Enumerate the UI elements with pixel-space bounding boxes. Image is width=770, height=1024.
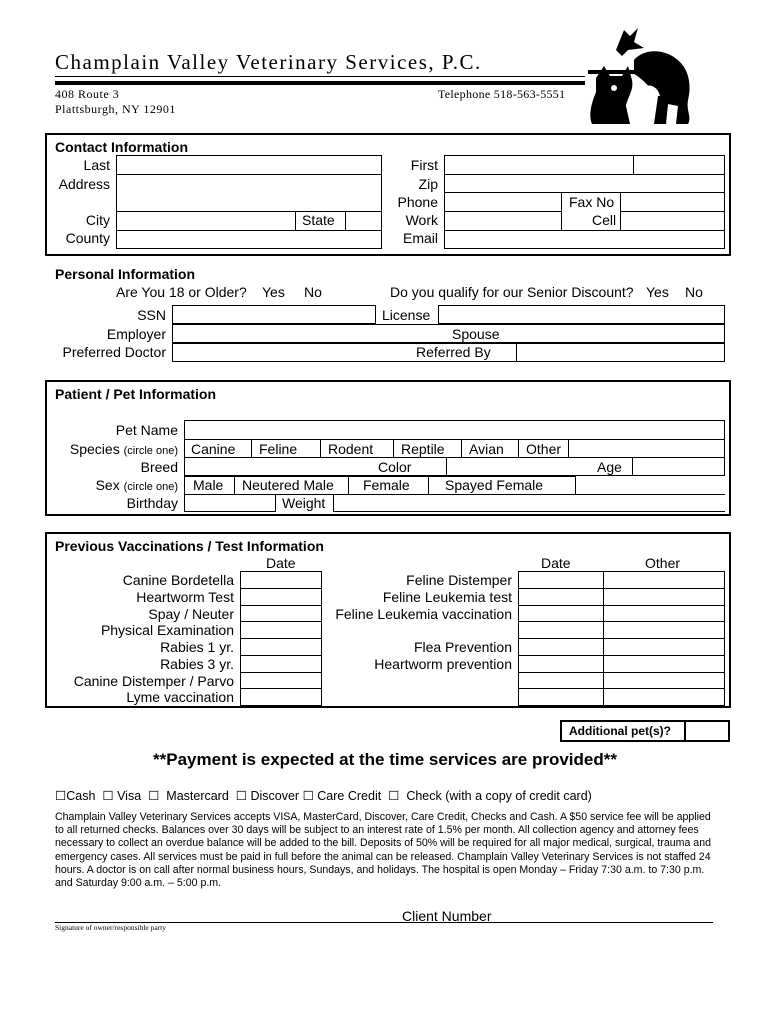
- sex-label-text: Sex: [95, 477, 120, 493]
- birthday-label: Birthday: [126, 495, 178, 511]
- header-thick-rule: [55, 81, 585, 85]
- fax-field[interactable]: [620, 192, 725, 212]
- dog-icon: [634, 51, 690, 124]
- clinic-address-line2: Plattsburgh, NY 12901: [55, 102, 176, 116]
- weight-field[interactable]: [333, 494, 725, 512]
- vaccination-left-date-field[interactable]: [240, 571, 322, 589]
- address-label: Address: [58, 176, 110, 192]
- personal-section-title: Personal Information: [55, 266, 196, 282]
- phone-field[interactable]: [444, 192, 562, 212]
- pet-name-label: Pet Name: [115, 422, 178, 438]
- vaccination-other-header: Other: [645, 555, 681, 571]
- sex-divider: [428, 476, 429, 495]
- payment-method-cash: Cash: [66, 789, 96, 803]
- patient-section-title: Patient / Pet Information: [55, 386, 217, 402]
- species-option-canine[interactable]: Canine: [191, 441, 236, 457]
- senior-question: Do you qualify for our Senior Discount?: [390, 284, 634, 300]
- zip-label: Zip: [418, 176, 438, 192]
- vaccination-date-header-left: Date: [266, 555, 296, 571]
- contact-section-title: Contact Information: [55, 139, 188, 155]
- breed-label: Breed: [140, 459, 178, 475]
- vaccination-right-date-field[interactable]: [518, 571, 604, 589]
- sex-option-female[interactable]: Female: [363, 477, 410, 493]
- vaccination-left-date-field[interactable]: [240, 638, 322, 656]
- age-yes-option[interactable]: Yes: [262, 284, 285, 300]
- mastercard-checkbox[interactable]: ☐: [148, 789, 160, 803]
- discover-checkbox[interactable]: ☐: [235, 789, 247, 803]
- vaccination-right-date-field[interactable]: [518, 655, 604, 673]
- vaccination-right-label: Flea Prevention: [413, 639, 512, 655]
- client-number-label: Client Number: [402, 908, 492, 924]
- vaccination-section-title: Previous Vaccinations / Test Information: [55, 538, 324, 554]
- sex-divider: [234, 476, 235, 495]
- age-divider: [632, 457, 633, 476]
- species-divider: [393, 439, 394, 458]
- fax-label: Fax No: [569, 194, 615, 210]
- vaccination-other-field[interactable]: [603, 588, 725, 606]
- first-name-label: First: [410, 157, 438, 173]
- county-field[interactable]: [116, 230, 382, 249]
- payment-methods: [55, 788, 592, 803]
- work-label: Work: [405, 212, 438, 228]
- preferred-doctor-label: Preferred Doctor: [62, 344, 166, 360]
- title-field[interactable]: [634, 155, 725, 175]
- work-field[interactable]: [444, 211, 562, 231]
- species-label: [46, 441, 178, 459]
- species-divider: [251, 439, 252, 458]
- email-label: Email: [402, 230, 438, 246]
- species-option-avian[interactable]: Avian: [469, 441, 504, 457]
- vaccination-right-label: Feline Distemper: [406, 572, 512, 588]
- vaccination-right-date-field[interactable]: [518, 588, 604, 606]
- vaccination-left-label: Rabies 1 yr.: [160, 639, 234, 655]
- last-name-label: Last: [83, 157, 110, 173]
- first-name-field[interactable]: [444, 155, 634, 175]
- species-circle-one: (circle one): [123, 445, 178, 457]
- bird-icon: [616, 28, 644, 56]
- vaccination-right-date-field[interactable]: [518, 605, 604, 623]
- senior-yes-option[interactable]: Yes: [646, 284, 669, 300]
- city-label: City: [85, 212, 110, 228]
- vaccination-left-date-field[interactable]: [240, 621, 322, 639]
- check-checkbox[interactable]: ☐: [388, 789, 400, 803]
- vaccination-left-date-field[interactable]: [240, 655, 322, 673]
- species-divider: [518, 439, 519, 458]
- species-divider: [568, 439, 569, 458]
- spouse-label: Spouse: [452, 326, 500, 342]
- weight-label: Weight: [282, 495, 326, 511]
- payment-method-care-credit: Care Credit: [317, 789, 382, 803]
- visa-checkbox[interactable]: ☐: [102, 789, 114, 803]
- vaccination-right-date-field[interactable]: [518, 688, 604, 706]
- clinic-address-line1: 408 Route 3: [55, 87, 120, 101]
- header-thin-rule: [55, 76, 585, 77]
- zip-field[interactable]: [444, 174, 725, 193]
- vaccination-left-date-field[interactable]: [240, 688, 322, 706]
- species-option-reptile[interactable]: Reptile: [401, 441, 445, 457]
- vaccination-other-field[interactable]: [603, 655, 725, 673]
- payment-method-mastercard: Mastercard: [166, 789, 229, 803]
- payment-policy-text: Champlain Valley Veterinary Services accepts VISA, MasterCard, Discover, Care Credit, Checks and Cash. A $50 service fee will be applied to all returned checks. Balances over 30 days will be subject to an interest rate of 1.5% per month. All collection agency and attorney fees necessary to collect an overdue balance will be added to the bill. Deposits of 50% will be required for all major medical, surgical, trauma and emergency cases. All services must be paid in full before the animal can be released. Champlain Valley Veterinary Services is not staffed 24 hours. A doctor is on call after normal business hours, Sundays, and holidays. The hospital is open Monday – Friday 7:30 a.m. to 7:30 p.m. and Saturday 9:00 a.m. – 5:00 p.m.: [55, 811, 711, 890]
- email-field[interactable]: [444, 230, 725, 249]
- color-label: Color: [378, 459, 412, 475]
- payment-method-discover: Discover: [250, 789, 300, 803]
- vaccination-other-field[interactable]: [603, 638, 725, 656]
- vaccination-right-label: Feline Leukemia vaccination: [335, 605, 512, 622]
- vaccination-left-label: Canine Distemper / Parvo: [73, 672, 234, 689]
- phone-label: Phone: [397, 194, 438, 210]
- vaccination-other-field[interactable]: [603, 571, 725, 589]
- sex-circle-one: (circle one): [123, 481, 178, 493]
- sex-option-spayed-female[interactable]: Spayed Female: [445, 477, 544, 493]
- vaccination-right-date-field[interactable]: [518, 621, 604, 639]
- vaccination-other-field[interactable]: [603, 621, 725, 639]
- vaccination-left-label: Rabies 3 yr.: [160, 655, 234, 672]
- animals-silhouette-logo: [588, 26, 700, 126]
- license-label: License: [382, 307, 431, 323]
- additional-pets-label: Additional pet(s)?: [569, 724, 671, 738]
- ssn-field[interactable]: [172, 305, 376, 324]
- species-option-other[interactable]: Other: [526, 441, 562, 457]
- payment-method-visa: Visa: [117, 789, 142, 803]
- vaccination-left-label: Physical Examination: [100, 622, 234, 639]
- cell-label: Cell: [592, 212, 617, 228]
- breed-field[interactable]: [184, 457, 725, 476]
- species-option-rodent[interactable]: Rodent: [328, 441, 374, 457]
- vaccination-left-label: Heartworm Test: [136, 588, 234, 605]
- payment-heading: **Payment is expected at the time services are provided**: [153, 750, 617, 769]
- care-credit-checkbox[interactable]: ☐: [302, 789, 314, 803]
- species-option-feline[interactable]: Feline: [259, 441, 298, 457]
- city-field[interactable]: [116, 211, 296, 231]
- age-question: Are You 18 or Older?: [116, 284, 247, 300]
- vaccination-left-date-field[interactable]: [240, 588, 322, 606]
- clinic-telephone: Telephone 518-563-5551: [438, 87, 566, 101]
- signature-label: Signature of owner/responsible party: [55, 923, 167, 932]
- vaccination-right-date-field[interactable]: [518, 672, 604, 690]
- state-field[interactable]: [345, 211, 382, 231]
- vaccination-left-label: Canine Bordetella: [122, 572, 234, 588]
- payment-method-check: Check (with a copy of credit card): [406, 789, 592, 803]
- birthday-field[interactable]: [184, 494, 276, 512]
- license-field[interactable]: [438, 305, 725, 324]
- vaccination-other-field[interactable]: [603, 672, 725, 690]
- address-field[interactable]: [116, 174, 382, 212]
- vaccination-right-label: Heartworm prevention: [374, 655, 512, 672]
- vaccination-other-field[interactable]: [603, 605, 725, 623]
- vaccination-left-label: Lyme vaccination: [126, 689, 234, 706]
- color-divider: [446, 457, 447, 476]
- county-label: County: [65, 230, 110, 246]
- vaccination-other-field[interactable]: [603, 688, 725, 706]
- senior-no-option[interactable]: No: [685, 284, 703, 300]
- cat-icon: [590, 66, 632, 124]
- vaccination-left-label: Spay / Neuter: [148, 605, 234, 622]
- species-label-text: Species: [69, 441, 120, 457]
- vaccination-date-header-right: Date: [541, 555, 571, 571]
- age-no-option[interactable]: No: [304, 284, 322, 300]
- vaccination-right-date-field[interactable]: [518, 638, 604, 656]
- pet-name-field[interactable]: [184, 420, 725, 440]
- state-label: State: [302, 212, 335, 228]
- clinic-name: Champlain Valley Veterinary Services, P.C.: [55, 50, 482, 74]
- species-divider: [461, 439, 462, 458]
- cash-checkbox[interactable]: ☐: [55, 789, 67, 803]
- referred-by-divider: [516, 343, 517, 362]
- referred-by-label: Referred By: [416, 344, 491, 360]
- sex-divider: [348, 476, 349, 495]
- cell-field[interactable]: [620, 211, 725, 231]
- vaccination-left-date-field[interactable]: [240, 672, 322, 690]
- sex-option-male[interactable]: Male: [193, 477, 224, 493]
- last-name-field[interactable]: [116, 155, 382, 175]
- additional-pets-field[interactable]: [684, 720, 730, 742]
- age-label: Age: [597, 459, 622, 475]
- vaccination-left-date-field[interactable]: [240, 605, 322, 623]
- employer-label: Employer: [106, 326, 166, 342]
- sex-label: [46, 477, 178, 495]
- employer-field[interactable]: [172, 324, 725, 343]
- ssn-label: SSN: [137, 307, 166, 323]
- sex-option-neutered-male[interactable]: Neutered Male: [242, 477, 334, 493]
- species-divider: [320, 439, 321, 458]
- vaccination-right-label: Feline Leukemia test: [382, 588, 512, 605]
